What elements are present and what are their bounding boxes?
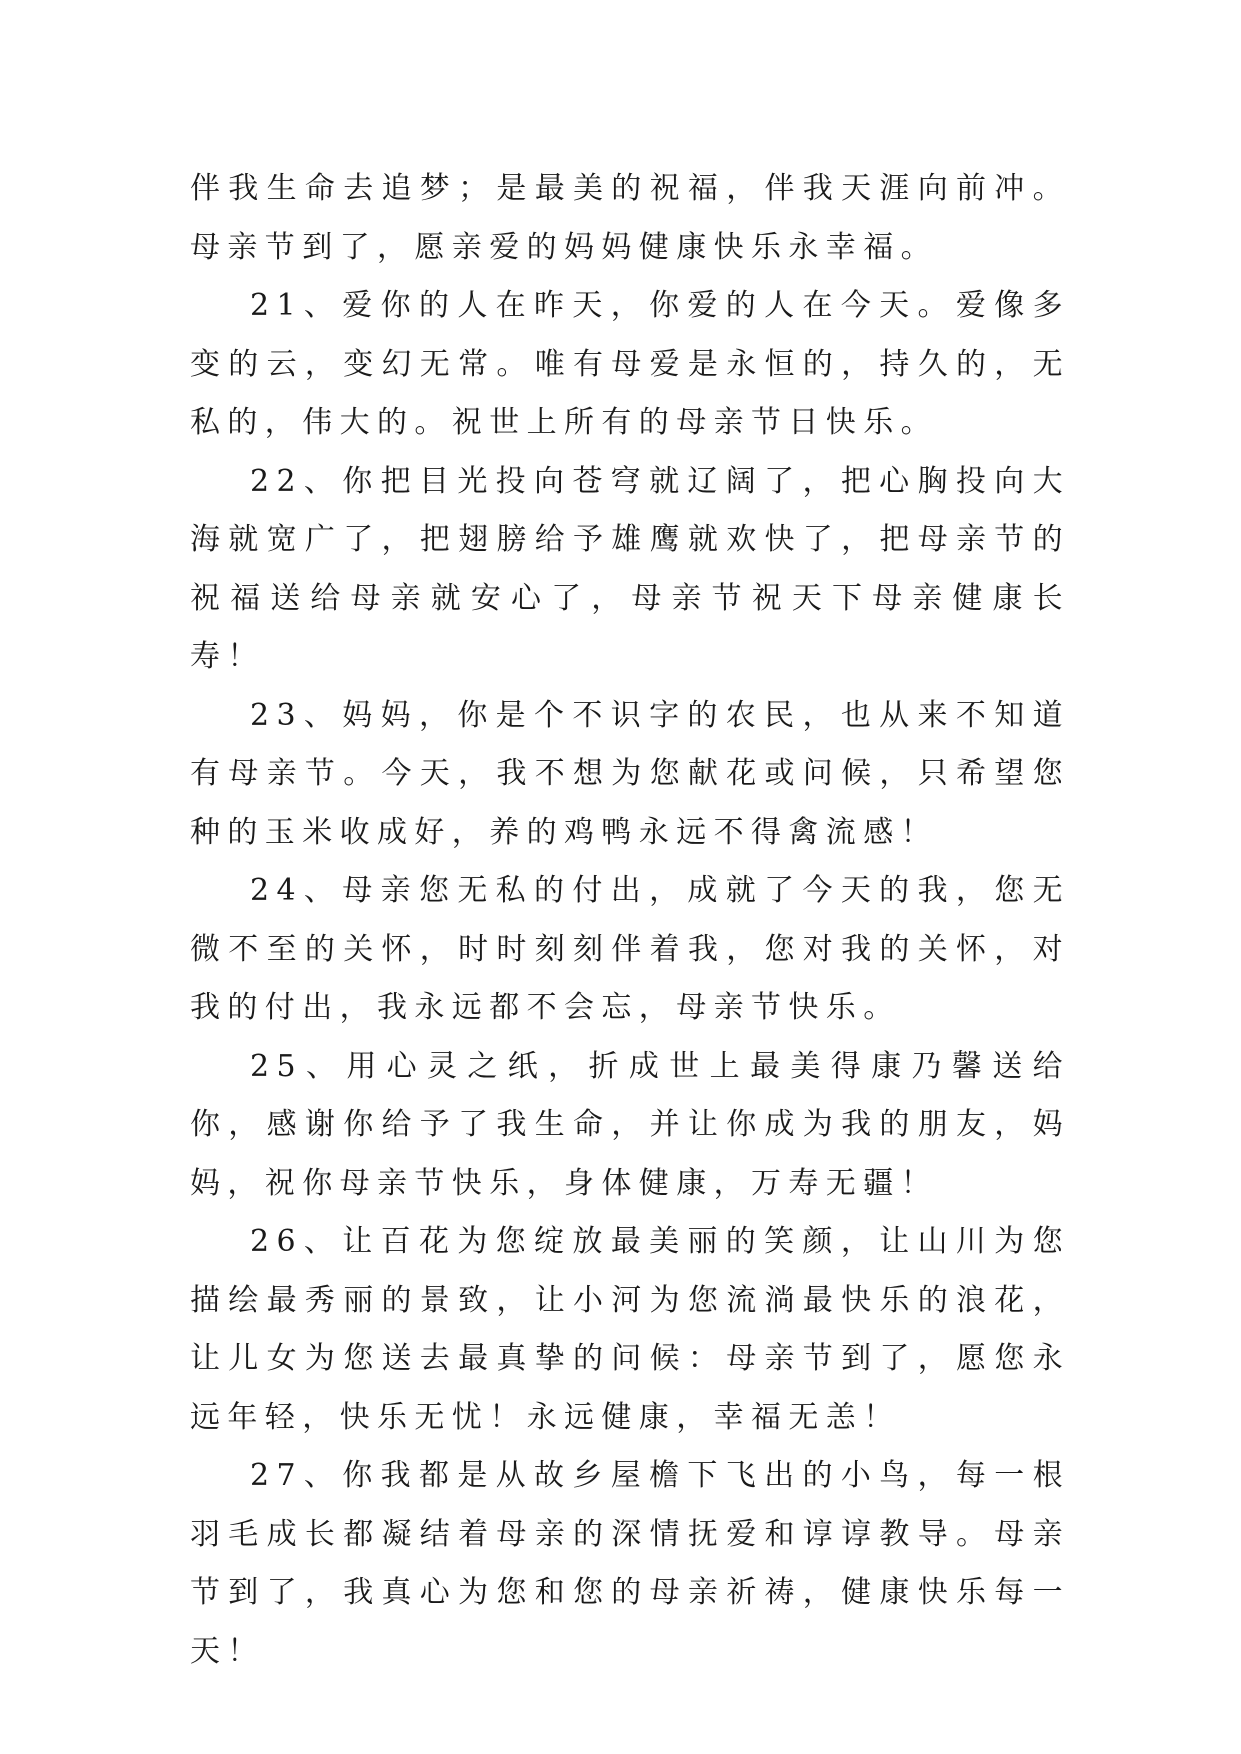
paragraph-22: 22、你把目光投向苍穹就辽阔了，把心胸投向大海就宽广了，把翅膀给予雄鹰就欢快了，把母亲节的祝福送给母亲就安心了，母亲节祝天下母亲健康长寿！ xyxy=(190,463,1070,674)
paragraph-26: 26、让百花为您绽放最美丽的笑颜，让山川为您描绘最秀丽的景致，让小河为您流淌最快乐的浪花，让儿女为您送去最真挚的问候：母亲节到了，愿您永远年轻，快乐无忧！永远健康，幸福无恙！ xyxy=(190,1224,1070,1435)
paragraph-continuation: 伴我生命去追梦；是最美的祝福，伴我天涯向前冲。母亲节到了，愿亲爱的妈妈健康快乐永幸福。 xyxy=(190,171,1070,265)
body-text xyxy=(190,160,1070,1681)
paragraph-21: 21、爱你的人在昨天，你爱的人在今天。爱像多变的云，变幻无常。唯有母爱是永恒的，持久的，无私的，伟大的。祝世上所有的母亲节日快乐。 xyxy=(190,288,1070,440)
paragraph-25: 25、用心灵之纸，折成世上最美得康乃馨送给你，感谢你给予了我生命，并让你成为我的朋友，妈妈，祝你母亲节快乐，身体健康，万寿无疆！ xyxy=(190,1048,1070,1201)
paragraph-23: 23、妈妈，你是个不识字的农民，也从来不知道有母亲节。今天，我不想为您献花或问候，只希望您种的玉米收成好，养的鸡鸭永远不得禽流感！ xyxy=(190,697,1070,850)
paragraph-24: 24、母亲您无私的付出，成就了今天的我，您无微不至的关怀，时时刻刻伴着我，您对我的关怀，对我的付出，我永远都不会忘，母亲节快乐。 xyxy=(190,873,1070,1025)
paragraph-27: 27、你我都是从故乡屋檐下飞出的小鸟，每一根羽毛成长都凝结着母亲的深情抚爱和谆谆教导。母亲节到了，我真心为您和您的母亲祈祷，健康快乐每一天！ xyxy=(190,1458,1070,1669)
